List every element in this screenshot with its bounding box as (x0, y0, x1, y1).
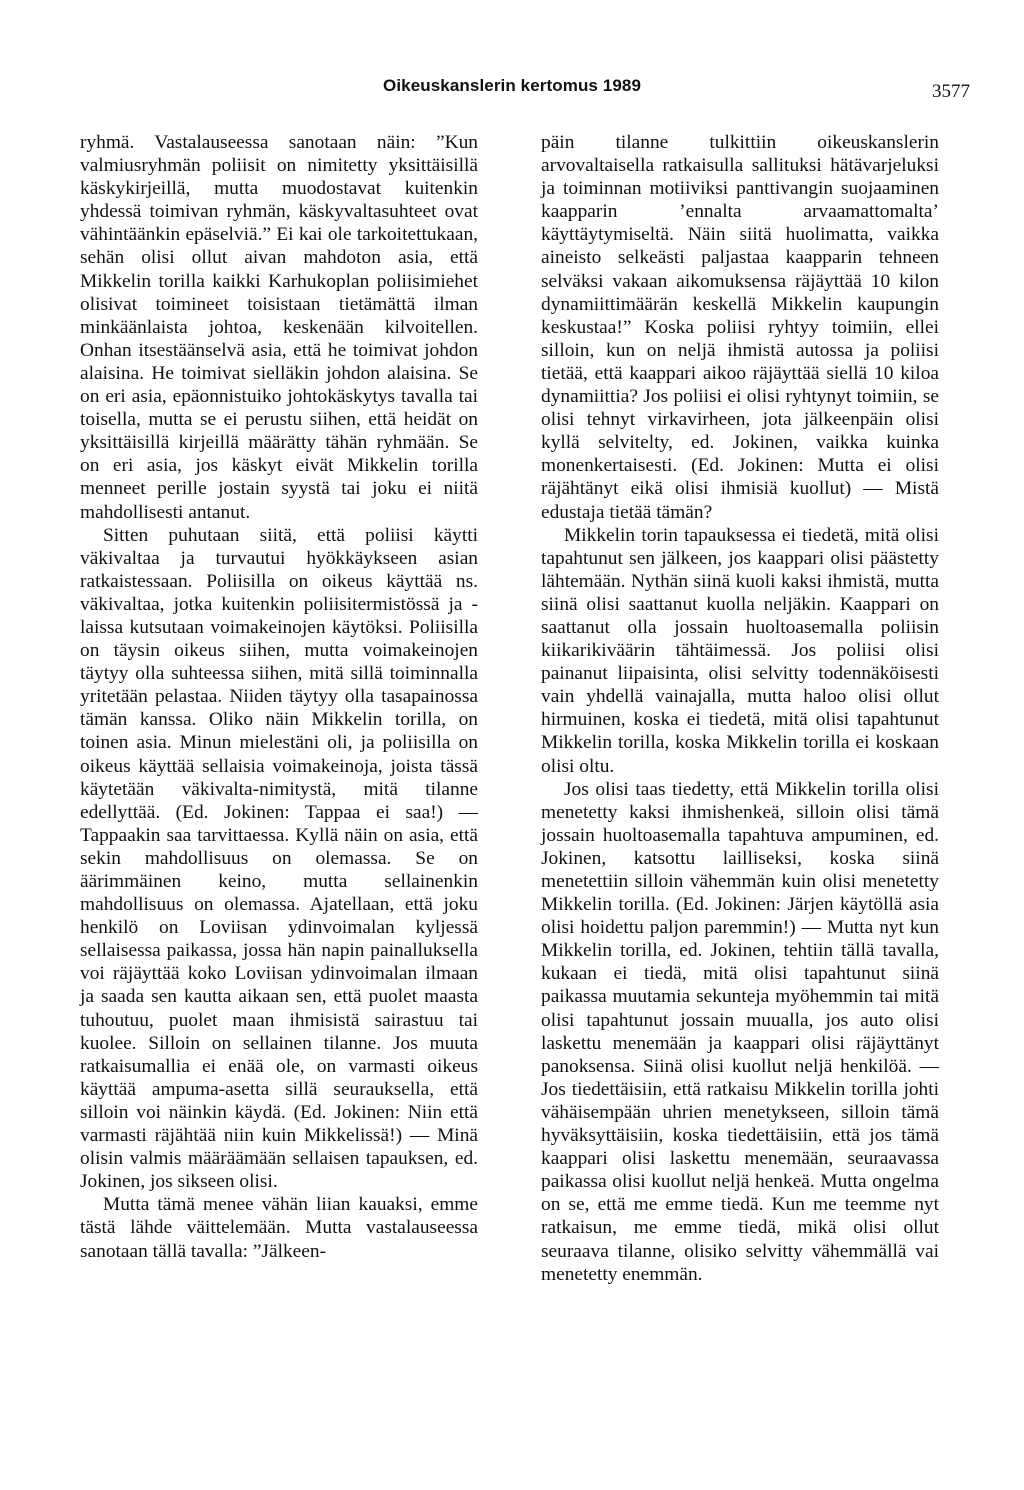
paragraph: ryhmä. Vastalauseessa sanotaan näin: ”Kun valmiusryhmän poliisit on nimitetty yksittäisillä käskykirjeillä, mutta muodostavat kuitenkin yhdessä toimivan ryhmän, käskyvaltasuhteet ovat vähintäänkin epäselviä.” Ei kai ole tarkoitettukaan, sehän olisi ollut aivan mahdoton asia, että Mikkelin torilla kaikki Karhukoplan poliisimiehet olisivat toimineet toisistaan tietämättä ilman minkäänlaista johtoa, keskenään kilvoitellen. Onhan itsestäänselvä asia, että he toimivat johdon alaisina. He toimivat sielläkin johdon alaisina. Se on eri asia, epäonnistuiko johtokäskytys tavalla tai toisella, mutta se ei perustu siihen, että heidät on yksittäisillä kirjeillä määrätty tähän ryhmään. Se on eri asia, jos käskyt eivät Mikkelin torilla menneet perille jostain syystä tai joku ei niitä mahdollisesti antanut. (80, 132, 478, 523)
paragraph: päin tilanne tulkittiin oikeuskanslerin arvovaltaisella ratkaisulla sallituksi hätävarjeluksi ja toiminnan motiiviksi panttivangin suojaaminen kaapparin ’ennalta arvaamattomalta’ käyttäytymiseltä. Näin siitä huolimatta, vaikka aineisto selkeästi paljastaa kaapparin tehneen selväksi vakaan aikomuksensa räjäyttää 10 kilon dynamiittimäärän keskellä Mikkelin kaupungin keskustaa!” Koska poliisi ryhtyy toimiin, ellei silloin, kun on neljä ihmistä autossa ja poliisi tietää, että kaappari aikoo räjäyttää siellä 10 kiloa dynamiittia? Jos poliisi ei olisi ryhtynyt toimiin, se olisi tehnyt virkavirheen, jota jälkeenpäin olisi kyllä selvitelty, ed. Jokinen, vaikka kuinka monenkertaisesti. (Ed. Jokinen: Mutta ei olisi räjähtänyt eikä olisi ihmisiä kuollut) — Mistä edustaja tietää tämän? (541, 132, 939, 523)
paragraph: Mikkelin torin tapauksessa ei tiedetä, mitä olisi tapahtunut sen jälkeen, jos kaappari olisi päästetty lähtemään. Nythän siinä kuoli kaksi ihmistä, mutta siinä olisi saattanut kuolla neljäkin. Kaappari on saattanut olla jossain huoltoasemalla poliisin kiikarikiväärin tähtäimessä. Jos poliisi olisi painanut liipaisinta, olisi selvitty todennäköisesti vain yhdellä vainajalla, mutta haloo olisi ollut hirmuinen, koska ei tiedetä, mitä olisi tapahtunut Mikkelin torilla, koska Mikkelin torilla ei koskaan olisi oltu. (541, 524, 939, 777)
running-title: Oikeuskanslerin kertomus 1989 (383, 76, 642, 95)
right-column (541, 131, 939, 1286)
page-header (0, 76, 1024, 102)
paragraph: Jos olisi taas tiedetty, että Mikkelin torilla olisi menetetty kaksi ihmishenkeä, silloin olisi tämä jossain huoltoasemalla tapahtuva ampuminen, ed. Jokinen, katsottu lailliseksi, koska siinä menetettiin silloin vähemmän kuin olisi menetetty Mikkelin torilla. (Ed. Jokinen: Järjen käytöllä asia olisi hoidettu paljon paremmin!) — Mutta nyt kun Mikkelin torilla, ed. Jokinen, tehtiin tällä tavalla, kukaan ei tiedä, mitä olisi tapahtunut siinä paikassa muutamia sekunteja myöhemmin tai mitä olisi tapahtunut jossain muualla, jos auto olisi laskettu menemään ja kaappari olisi räjäyttänyt panoksensa. Siinä olisi kuollut neljä henkilöä. — Jos tiedettäisiin, että ratkaisu Mikkelin torilla johti vähäisempään uhrien menetykseen, silloin tämä hyväksyttäisiin, koska tiedettäisiin, että jos tämä kaappari olisi laskettu menemään, seuraavassa paikassa olisi kuollut neljä henkeä. Mutta ongelma on se, että me emme tiedä. Kun me teemme nyt ratkaisun, me emme tiedä, mikä olisi ollut seuraava tilanne, olisiko selvitty vähemmällä vai menetetty enemmän. (541, 778, 939, 1285)
left-column (80, 131, 478, 1263)
paragraph: Mutta tämä menee vähän liian kauaksi, emme tästä lähde väittelemään. Mutta vastalauseessa sanotaan tällä tavalla: ”Jälkeen- (80, 1194, 478, 1262)
page-number: 3577 (932, 81, 970, 102)
paragraph: Sitten puhutaan siitä, että poliisi käytti väkivaltaa ja turvautui hyökkäykseen asian ratkaistessaan. Poliisilla on oikeus käyttää ns. väkivaltaa, jotka kuitenkin poliisitermistössä ja -laissa kutsutaan voimakeinojen käytöksi. Poliisilla on täysin oikeus siihen, mutta voimakeinojen täytyy olla suhteessa siihen, mitä sillä toiminnalla yritetään pelastaa. Niiden täytyy olla tasapainossa tämän kanssa. Oliko näin Mikkelin torilla, on toinen asia. Minun mielestäni oli, ja poliisilla on oikeus käyttää sellaisia voimakeinoja, joista tässä käytetään väkivalta-nimitystä, mitä tilanne edellyttää. (Ed. Jokinen: Tappaa ei saa!) —Tappaakin saa tarvittaessa. Kyllä näin on asia, että sekin mahdollisuus on olemassa. Se on äärimmäinen keino, mutta sellainenkin mahdollisuus on olemassa. Ajatellaan, että joku henkilö on Loviisan ydinvoimalan kyljessä sellaisessa paikassa, jossa hän napin painalluksella voi räjäyttää koko Loviisan ydinvoimalan ilmaan ja saada sen kautta aikaan sen, että puolet maasta tuhoutuu, puolet maan ihmisistä sairastuu tai kuolee. Silloin on sellainen tilanne. Jos muuta ratkaisumallia ei enää ole, on varmasti oikeus käyttää ampuma-asetta sillä seurauksella, että silloin voi näinkin käydä. (Ed. Jokinen: Niin että varmasti räjähtää niin kuin Mikkelissä!) — Minä olisin valmis määräämään sellaisen tapauksen, ed. Jokinen, jos sikseen olisi. (80, 524, 478, 1193)
